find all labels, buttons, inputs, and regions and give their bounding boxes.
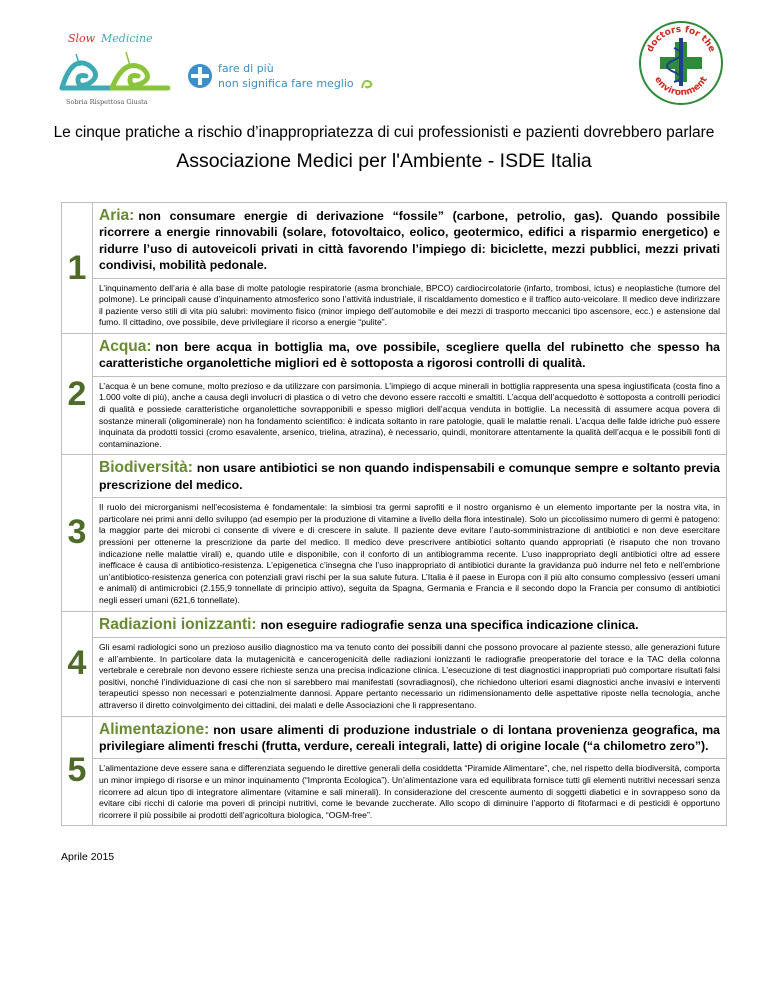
practice-explanation: L’alimentazione deve essere sana e differenziata seguendo le direttive generali della cosiddetta “Piramide Alimentare”, che, nel rispetto della biodiversità, comporta un minor impiego di risorse e un minor inquinamento (“Impronta Ecologica”). Un’alimentazione vara ed equilibrata fornisce tutti gli elementi nutritivi necessari senza ricorrere ad alcun tipo di integratore alimentare (vitamine e sali minerali). In considerazione del crescente aumento di soggetti diabetici e in sovrappeso sono da evitare cibi ricchi di calorie ma poveri di principi nutritivi, come le bevande zuccherate. Allo scopo di diminuire l’apporto di fitofarmaci e di pesticidi è opportuno ricorrere il più possibile ai prodotti dell’agricoltura biologica, “OGM-free”. (93, 759, 727, 826)
practice-recommendation: non usare antibiotici se non quando indispensabili e comunque sempre e soltanto previa prescrizione del medico. (99, 461, 720, 492)
document-date: Aprile 2015 (61, 851, 115, 863)
practice-explanation: L’inquinamento dell’aria è alla base di molte patologie respiratorie (asma bronchiale, BPCO) cardiocircolatorie (infarto, trombosi, ictus) e neoplastiche (tumore del polmone). Le principali cause d’inquinamento atmosferico sono l’attività industriale, il riscaldamento domestico e il traffico auto-veicolare. Il medico deve indirizzare il paziente verso stili di vita più salubri: movimento fisico (minor impiego dell’automobile e dei mezzi di trasporto meccanici tipo ascensore, ecc.) e astensione dal fumo. Il cittadino, ove possibile, deve privilegiare il ricorso a energie “pulite”. (93, 278, 727, 333)
practice-5-text-row (62, 759, 727, 826)
practice-1-header-row (62, 203, 727, 279)
practice-title (93, 455, 727, 498)
practice-1-text-row (62, 278, 727, 333)
svg-text:Sobria Rispettosa Giusta: Sobria Rispettosa Giusta (66, 98, 148, 106)
svg-text:fare di più: fare di più (218, 62, 274, 75)
practice-recommendation: non consumare energie di derivazione “fossile” (carbone, petrolio, gas). Quando possibile ricorrere a energie rinnovabili (solare, fotovoltaico, eolico, geotermico, edifici a risparmio energetico) e ridurre l’uso di autoveicoli privati in città favorendo l’impiego di: biciclette, mezzi pubblici, mezzi privati condivisi, mobilità pedonale. (99, 209, 720, 273)
fare-di-piu-logo (186, 58, 376, 98)
practice-explanation: Il ruolo dei microrganismi nell’ecosistema è fondamentale: la simbiosi tra germi saprofiti e il nostro organismo è un elemento importante per la nostra vita, in particolare nei primi anni dello sviluppo (ad esempio per la produzione di vitamine a livello della flora intestinale). Solo un piccolissimo numero di germi è patogeno: la maggior parte dei microbi ci consente di vivere e di crescere in salute. Il paziente deve evitare l’auto-somministrazione di antibiotici e non deve esercitare pressioni per ottenerne la prescrizione da parte del medico. Il medico deve prescrivere antibiotici soltanto quando appropriati (è risaputo che non trovano indicazione nelle malattie virali) e, quando utile e disponibile, con il conforto di un antibiogramma recente. L’uso inappropriato degli antibiotici oltre ad essere inefficace è causa di antibiotico-resistenza. L’epigenetica c’insegna che l’uso inappropriato di antibiotici durante la gravidanza può indurre nel feto e nell’embrione un’antibiotico-resistenza generica con potenziali gravi rischi per la sua salute futura. L’Italia è il paese in Europa con il più alto consumo complessivo (esseri umani e animali) di antimicrobici (2.155,9 tonnellate di principio attivo), seguita da Spagna, Germania e Francia e il secondo dopo la Francia per consumo di antibiotici negli esseri umani (621,6 tonnellate). (93, 498, 727, 611)
practice-title (93, 611, 727, 637)
practice-number: 5 (62, 716, 93, 826)
association-title: Associazione Medici per l'Ambiente - ISDE Italia (176, 150, 592, 172)
practice-number: 4 (62, 611, 93, 716)
svg-text:environment: environment (652, 75, 710, 99)
practice-title (93, 203, 727, 279)
practices-table (61, 202, 727, 826)
practice-5-header-row (62, 716, 727, 759)
svg-text:Slow: Slow (68, 32, 96, 45)
practice-2-text-row (62, 376, 727, 455)
practice-explanation: L’acqua è un bene comune, molto prezioso e da utilizzare con parsimonia. L’impiego di acque minerali in bottiglia rappresenta una spesa ingiustificata (costa fino a 1.000 volte di più), anche a causa degli involucri di plastica o di vetro che devono essere raccolti e smaltiti. L’acqua dell’acquedotto è sottoposta a controlli periodici di qualità e possiede caratteristiche organolettiche sovrapponibili e spesso migliori dell’acqua venduta in bottiglie. La necessità di assumere acqua povera di sostanze minerali (oligominerale) non ha fondamento scientifico: è indicata soltanto in rare patologie, quali le malattie renali. L’acqua delle falde idriche può essere inquinata da prodotti tossici (cromo esavalente, arsenico, trielina, atrazina), è necessario, quindi, monitorare attentamente la qualità dell’acqua e le possibili fonti di contaminazione. (93, 376, 727, 455)
practice-4-header-row (62, 611, 727, 637)
practice-title (93, 334, 727, 377)
doctors-for-the-environment-logo (638, 20, 724, 106)
practice-2-header-row (62, 334, 727, 377)
practice-title (93, 716, 727, 759)
practice-3-header-row (62, 455, 727, 498)
practice-keyword: Acqua: (99, 338, 152, 355)
practice-recommendation: non bere acqua in bottiglia ma, ove possibile, scegliere quella del rubinetto che spesso ha caratteristiche organolettiche migliori ed è sottoposta a rigorosi controlli di qualità. (99, 340, 720, 371)
practice-explanation: Gli esami radiologici sono un prezioso ausilio diagnostico ma va tenuto conto dei possibili danni che possono provocare al paziente stesso, alle generazioni future e all’ambiente. In particolare data la mutagenicità e cancerogenicità delle radiazioni ionizzanti le radiografie preoperatorie del torace e la TAC della colonna vertebrale e cerebrale non devono essere richieste senza una precisa indicazione clinica. L’esecuzione di test diagnostici inappropriati può comportare risultati falsi positivi, nonché l’individuazione di casi che non si sarebbero mai manifestati (sovradiagnosi), che richiedono ulteriori esami diagnostici anche invasivi e interventi terapeutici spesso non necessari e potenzialmente dannosi. Appare pertanto necessario un ridimensionamento delle aspettative riposte nella tecnologia, anche attraverso il diretto coinvolgimento dei cittadini, dei malati e delle Associazioni che li rappresentano. (93, 637, 727, 716)
practice-number: 1 (62, 203, 93, 334)
practice-recommendation: non usare alimenti di produzione industriale o di lontana provenienza geografica, ma privilegiare alimenti freschi (frutta, verdure, cereali integrali, latte) di origine locale (“a chilometro zero”). (99, 722, 720, 753)
practice-number: 2 (62, 334, 93, 455)
practice-keyword: Biodiversità: (99, 459, 193, 477)
svg-text:doctors for the: doctors for the (645, 24, 717, 54)
svg-text:non significa fare meglio: non significa fare meglio (218, 77, 354, 90)
practice-number: 3 (62, 455, 93, 611)
practice-keyword: Alimentazione: (99, 720, 210, 738)
practice-keyword: Radiazioni ionizzanti: (99, 615, 257, 633)
slow-medicine-logo (56, 28, 176, 108)
page-header (0, 0, 768, 118)
svg-text:Medicine: Medicine (101, 32, 153, 45)
practice-recommendation: non eseguire radiografie senza una specifica indicazione clinica. (260, 617, 639, 632)
practice-3-text-row (62, 498, 727, 611)
document-subtitle: Le cinque pratiche a rischio d’inappropriatezza di cui professionisti e pazienti dovrebbero parlare (53, 124, 715, 141)
practice-keyword: Aria: (99, 207, 135, 224)
practice-4-text-row (62, 637, 727, 716)
